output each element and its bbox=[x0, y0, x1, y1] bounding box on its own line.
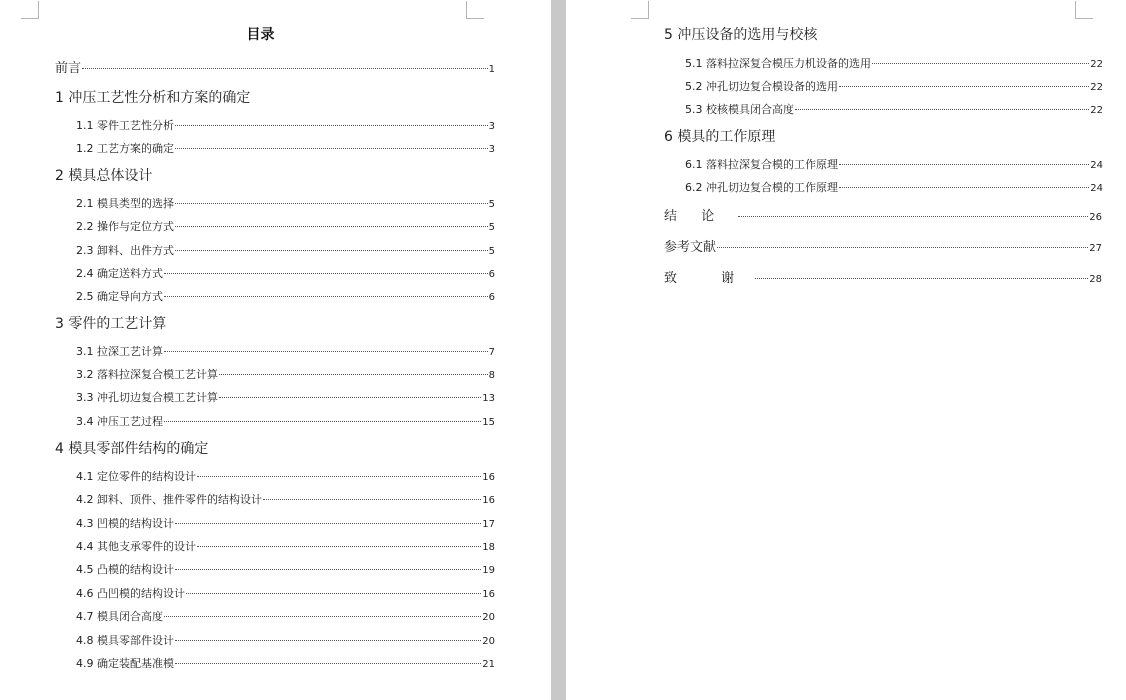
toc-page-number: 5 bbox=[488, 199, 495, 210]
dot-leader bbox=[263, 499, 481, 500]
dot-leader bbox=[839, 187, 1089, 188]
chapter-heading-3[interactable]: 3 零件的工艺计算 bbox=[55, 316, 167, 332]
toc-page-number: 5 bbox=[488, 246, 495, 257]
toc-page-number: 8 bbox=[488, 370, 495, 381]
toc-page-number: 6 bbox=[488, 269, 495, 280]
toc-page-number: 27 bbox=[1089, 243, 1102, 254]
dot-leader bbox=[738, 216, 1088, 217]
toc-page-number: 16 bbox=[482, 495, 495, 506]
toc-page-number: 22 bbox=[1090, 105, 1103, 116]
toc-page-number: 5 bbox=[488, 222, 495, 233]
toc-page-number: 20 bbox=[482, 612, 495, 623]
chapter-heading-1[interactable]: 1 冲压工艺性分析和方案的确定 bbox=[55, 90, 251, 106]
dot-leader bbox=[164, 296, 488, 297]
toc-entry[interactable] bbox=[76, 468, 495, 484]
page-left bbox=[0, 0, 551, 700]
toc-entry-label: 1.1 零件工艺性分析 bbox=[76, 119, 174, 132]
toc-page-number: 24 bbox=[1090, 160, 1103, 171]
dot-leader bbox=[164, 421, 481, 422]
toc-page-number: 26 bbox=[1089, 212, 1102, 223]
toc-title: 目录 bbox=[246, 27, 275, 43]
toc-entry-label: 6.2 冲孔切边复合模的工作原理 bbox=[685, 181, 838, 194]
toc-entry-label: 4.6 凸凹模的结构设计 bbox=[76, 587, 185, 600]
toc-entry-label: 参考文献 bbox=[664, 240, 717, 255]
toc-entry-label: 4.5 凸模的结构设计 bbox=[76, 563, 174, 576]
crop-mark-top-left bbox=[631, 1, 649, 19]
toc-entry[interactable] bbox=[76, 117, 495, 133]
toc-entry[interactable] bbox=[76, 655, 495, 671]
page-gap bbox=[551, 0, 566, 700]
dot-leader bbox=[872, 63, 1089, 64]
toc-entry-label: 4.8 模具零部件设计 bbox=[76, 634, 174, 647]
dot-leader bbox=[755, 278, 1088, 279]
toc-page-number: 7 bbox=[488, 347, 495, 358]
toc-page-number: 1 bbox=[488, 64, 495, 75]
chapter-heading-4[interactable]: 4 模具零部件结构的确定 bbox=[55, 441, 209, 457]
dot-leader bbox=[186, 593, 481, 594]
toc-entry[interactable] bbox=[76, 413, 495, 429]
toc-entry-label: 1.2 工艺方案的确定 bbox=[76, 142, 174, 155]
dot-leader bbox=[175, 250, 488, 251]
toc-entry[interactable] bbox=[76, 265, 495, 281]
toc-entry-label: 5.3 校核模具闭合高度 bbox=[685, 103, 794, 116]
toc-entry[interactable] bbox=[76, 140, 495, 156]
toc-entry-label: 3.3 冲孔切边复合模工艺计算 bbox=[76, 391, 218, 404]
toc-entry-references[interactable] bbox=[664, 236, 1102, 255]
dot-leader bbox=[175, 663, 481, 664]
dot-leader bbox=[164, 616, 481, 617]
toc-entry[interactable] bbox=[76, 389, 495, 405]
toc-entry-label: 4.7 模具闭合高度 bbox=[76, 610, 163, 623]
toc-entry[interactable] bbox=[685, 101, 1103, 117]
toc-entry[interactable] bbox=[76, 288, 495, 304]
toc-entry[interactable] bbox=[76, 195, 495, 211]
dot-leader bbox=[175, 569, 481, 570]
page-right bbox=[566, 0, 1126, 700]
toc-page-number: 24 bbox=[1090, 183, 1103, 194]
toc-page-number: 22 bbox=[1090, 59, 1103, 70]
toc-page-number: 16 bbox=[482, 472, 495, 483]
toc-entry-label: 6.1 落料拉深复合模的工作原理 bbox=[685, 158, 838, 171]
toc-entry-label: 5.1 落料拉深复合模压力机设备的选用 bbox=[685, 57, 871, 70]
toc-entry[interactable] bbox=[685, 156, 1103, 172]
dot-leader bbox=[839, 86, 1089, 87]
dot-leader bbox=[164, 351, 488, 352]
toc-entry-label: 3.4 冲压工艺过程 bbox=[76, 415, 163, 428]
dot-leader bbox=[219, 374, 488, 375]
toc-entry-label: 3.1 拉深工艺计算 bbox=[76, 345, 163, 358]
dot-leader bbox=[82, 68, 488, 69]
toc-entry-label: 致 谢 bbox=[664, 271, 755, 286]
toc-entry-label: 2.5 确定导向方式 bbox=[76, 290, 163, 303]
chapter-heading-5[interactable]: 5 冲压设备的选用与校核 bbox=[664, 27, 818, 43]
dot-leader bbox=[164, 273, 488, 274]
toc-entry-acknowledgement[interactable] bbox=[664, 267, 1102, 286]
toc-entry[interactable] bbox=[76, 632, 495, 648]
toc-entry-label: 4.4 其他支承零件的设计 bbox=[76, 540, 196, 553]
toc-page-number: 16 bbox=[482, 589, 495, 600]
dot-leader bbox=[175, 640, 481, 641]
toc-entry[interactable] bbox=[685, 78, 1103, 94]
toc-page-number: 15 bbox=[482, 417, 495, 428]
toc-entry[interactable] bbox=[76, 343, 495, 359]
toc-entry-label: 2.4 确定送料方式 bbox=[76, 267, 163, 280]
dot-leader bbox=[839, 164, 1089, 165]
chapter-heading-2[interactable]: 2 模具总体设计 bbox=[55, 168, 153, 184]
toc-entry-label: 4.2 卸料、顶件、推件零件的结构设计 bbox=[76, 493, 262, 506]
crop-mark-top-left bbox=[21, 1, 39, 19]
toc-page-number: 20 bbox=[482, 636, 495, 647]
toc-entry[interactable] bbox=[76, 561, 495, 577]
toc-entry[interactable] bbox=[76, 515, 495, 531]
dot-leader bbox=[175, 125, 488, 126]
toc-entry[interactable] bbox=[685, 55, 1103, 71]
toc-entry-label: 4.9 确定装配基准模 bbox=[76, 657, 174, 670]
toc-page-number: 21 bbox=[482, 659, 495, 670]
toc-entry-label: 2.2 操作与定位方式 bbox=[76, 220, 174, 233]
dot-leader bbox=[175, 203, 488, 204]
toc-page-number: 6 bbox=[488, 292, 495, 303]
toc-entry-conclusion[interactable] bbox=[664, 205, 1102, 224]
toc-page-number: 19 bbox=[482, 565, 495, 576]
toc-page-number: 22 bbox=[1090, 82, 1103, 93]
toc-entry[interactable] bbox=[76, 585, 495, 601]
toc-entry[interactable] bbox=[76, 366, 495, 382]
toc-entry-label: 前言 bbox=[55, 61, 82, 76]
toc-entry-label: 4.1 定位零件的结构设计 bbox=[76, 470, 196, 483]
dot-leader bbox=[175, 148, 488, 149]
dot-leader bbox=[219, 397, 481, 398]
dot-leader bbox=[197, 546, 481, 547]
dot-leader bbox=[175, 523, 481, 524]
toc-entry[interactable] bbox=[76, 538, 495, 554]
toc-entry-label: 3.2 落料拉深复合模工艺计算 bbox=[76, 368, 218, 381]
toc-entry[interactable] bbox=[76, 491, 495, 507]
toc-page-number: 18 bbox=[482, 542, 495, 553]
chapter-heading-6[interactable]: 6 模具的工作原理 bbox=[664, 129, 776, 145]
dot-leader bbox=[795, 109, 1089, 110]
toc-entry[interactable] bbox=[76, 242, 495, 258]
toc-page-number: 17 bbox=[482, 519, 495, 530]
toc-entry[interactable] bbox=[76, 608, 495, 624]
dot-leader bbox=[197, 476, 481, 477]
toc-entry-label: 2.3 卸料、出件方式 bbox=[76, 244, 174, 257]
toc-entry[interactable] bbox=[685, 179, 1103, 195]
crop-mark-top-right bbox=[1075, 1, 1093, 19]
toc-entry-label: 结 论 bbox=[664, 209, 725, 224]
toc-page-number: 3 bbox=[488, 144, 495, 155]
toc-entry[interactable] bbox=[76, 218, 495, 234]
dot-leader bbox=[175, 226, 488, 227]
toc-page-number: 28 bbox=[1089, 274, 1102, 285]
toc-entry-label: 2.1 模具类型的选择 bbox=[76, 197, 174, 210]
toc-entry-label: 5.2 冲孔切边复合模设备的选用 bbox=[685, 80, 838, 93]
dot-leader bbox=[717, 247, 1088, 248]
crop-mark-top-right bbox=[466, 1, 484, 19]
toc-page-number: 13 bbox=[482, 393, 495, 404]
toc-page-number: 3 bbox=[488, 121, 495, 132]
toc-entry-preface[interactable] bbox=[55, 57, 495, 76]
toc-entry-label: 4.3 凹模的结构设计 bbox=[76, 517, 174, 530]
